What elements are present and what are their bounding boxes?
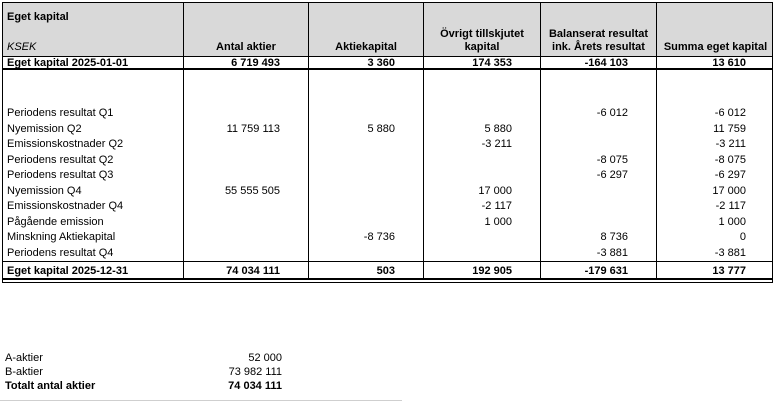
table-title-cell — [3, 3, 184, 56]
cell-antal-aktier — [184, 106, 309, 122]
row-label: Nyemission Q2 — [3, 122, 184, 138]
cell-antal-aktier — [184, 153, 309, 169]
row-label: Emissionskostnader Q2 — [3, 137, 184, 153]
col-header-aktiekapital: Aktiekapital — [309, 3, 424, 56]
cell-aktiekapital — [309, 137, 424, 153]
col-header-ovrigt-tillskjutet-kapital: Övrigt tillskjutet kapital — [424, 3, 541, 56]
cell-ovrigt-kapital: 17 000 — [424, 184, 541, 200]
cell-aktiekapital — [309, 215, 424, 231]
movement-row-minskning-aktiekapital — [3, 230, 772, 246]
cell-ovrigt-kapital — [424, 246, 541, 262]
share-label: B-aktier — [5, 366, 43, 378]
share-value: 73 982 111 — [228, 366, 282, 378]
cell-balanserat-resultat: -3 881 — [541, 246, 657, 262]
cell-summa: 17 000 — [712, 184, 746, 197]
cell-ovrigt-kapital: 5 880 — [424, 122, 541, 138]
cell-antal-aktier: 11 759 113 — [184, 122, 309, 138]
share-label: A-aktier — [5, 352, 43, 364]
cell-aktiekapital: 503 — [309, 262, 424, 278]
row-label: Periodens resultat Q1 — [3, 106, 184, 122]
cell-balanserat-resultat — [541, 215, 657, 231]
share-value: 52 000 — [248, 352, 282, 364]
equity-statement-table — [2, 2, 773, 283]
cell-antal-aktier — [184, 137, 309, 153]
movement-row-periodens-resultat-q4 — [3, 246, 772, 262]
cell-summa: -6 297 — [714, 169, 746, 181]
share-row-b-aktier — [5, 365, 282, 379]
cell-aktiekapital: 5 880 — [309, 122, 424, 138]
cell-aktiekapital — [309, 184, 424, 200]
cell-balanserat-resultat: -6 012 — [541, 106, 657, 122]
movement-row-nyemission-q4 — [3, 184, 772, 200]
movement-row-periodens-resultat-q3 — [3, 168, 772, 184]
row-label: Nyemission Q4 — [3, 184, 184, 200]
cell-ovrigt-kapital — [424, 168, 541, 184]
cell-summa: 13 610 — [712, 57, 746, 68]
share-row-a-aktier — [5, 351, 282, 365]
row-label: Minskning Aktiekapital — [3, 230, 184, 246]
col-header-antal-aktier: Antal aktier — [184, 3, 309, 56]
row-label: Eget kapital 2025-01-01 — [3, 57, 184, 68]
cell-balanserat-resultat: -179 631 — [541, 262, 657, 278]
unit-label: KSEK — [7, 40, 37, 53]
cell-ovrigt-kapital: -2 117 — [424, 199, 541, 215]
cell-summa: 1 000 — [718, 215, 746, 228]
cell-balanserat-resultat — [541, 184, 657, 200]
cell-balanserat-resultat: -164 103 — [541, 57, 657, 68]
cell-summa: 13 777 — [712, 265, 746, 277]
cell-aktiekapital: 3 360 — [309, 57, 424, 68]
cell-antal-aktier: 55 555 505 — [184, 184, 309, 200]
cell-summa: 11 759 — [713, 122, 746, 135]
cell-antal-aktier — [184, 199, 309, 215]
opening-balance-row — [3, 57, 772, 70]
row-label: Periodens resultat Q4 — [3, 246, 184, 262]
movement-row-pagaende-emission — [3, 215, 772, 231]
cell-ovrigt-kapital: -3 211 — [424, 137, 541, 153]
bottom-divider — [0, 400, 402, 401]
cell-ovrigt-kapital — [424, 106, 541, 122]
cell-aktiekapital: -8 736 — [309, 230, 424, 246]
cell-ovrigt-kapital: 174 353 — [424, 57, 541, 68]
cell-antal-aktier — [184, 215, 309, 231]
cell-summa: 0 — [739, 231, 746, 243]
cell-summa: -3 211 — [715, 138, 746, 150]
cell-aktiekapital — [309, 168, 424, 184]
cell-summa: -6 012 — [714, 107, 746, 119]
row-label: Pågående emission — [3, 215, 184, 231]
cell-summa: -2 117 — [715, 200, 746, 212]
cell-summa: -8 075 — [714, 153, 746, 166]
cell-antal-aktier: 74 034 111 — [184, 262, 309, 278]
cell-ovrigt-kapital — [424, 153, 541, 169]
cell-summa: -3 881 — [714, 246, 746, 259]
row-label: Eget kapital 2025-12-31 — [3, 262, 184, 278]
movement-row-periodens-resultat-q2 — [3, 153, 772, 169]
table-title: Eget kapital — [7, 11, 69, 23]
movement-row-emissionskostnader-q4 — [3, 199, 772, 215]
cell-antal-aktier: 6 719 493 — [184, 57, 309, 68]
cell-aktiekapital — [309, 199, 424, 215]
blank-spacer-row — [3, 70, 772, 106]
row-label: Emissionskostnader Q4 — [3, 199, 184, 215]
table-header-row — [3, 3, 772, 57]
cell-ovrigt-kapital — [424, 230, 541, 246]
share-value: 74 034 111 — [228, 380, 282, 392]
cell-aktiekapital — [309, 153, 424, 169]
movement-row-periodens-resultat-q1 — [3, 106, 772, 122]
movement-row-nyemission-q2 — [3, 122, 772, 138]
cell-balanserat-resultat: -8 075 — [541, 153, 657, 169]
cell-antal-aktier — [184, 246, 309, 262]
row-label: Periodens resultat Q3 — [3, 168, 184, 184]
row-label: Periodens resultat Q2 — [3, 153, 184, 169]
movement-row-emissionskostnader-q2 — [3, 137, 772, 153]
cell-aktiekapital — [309, 106, 424, 122]
cell-ovrigt-kapital: 192 905 — [424, 262, 541, 278]
share-row-totalt-antal-aktier — [5, 379, 282, 393]
cell-antal-aktier — [184, 230, 309, 246]
cell-balanserat-resultat: -6 297 — [541, 168, 657, 184]
cell-ovrigt-kapital: 1 000 — [424, 215, 541, 231]
cell-balanserat-resultat — [541, 199, 657, 215]
share-summary — [5, 351, 282, 393]
cell-balanserat-resultat — [541, 137, 657, 153]
col-header-balanserat-resultat: Balanserat resultat ink. Årets resultat — [541, 3, 657, 56]
cell-balanserat-resultat — [541, 122, 657, 138]
cell-antal-aktier — [184, 168, 309, 184]
col-header-summa-eget-kapital: Summa eget kapital — [663, 40, 768, 53]
share-label: Totalt antal aktier — [5, 380, 96, 392]
cell-balanserat-resultat: 8 736 — [541, 230, 657, 246]
closing-balance-row — [3, 261, 772, 280]
cell-aktiekapital — [309, 246, 424, 262]
